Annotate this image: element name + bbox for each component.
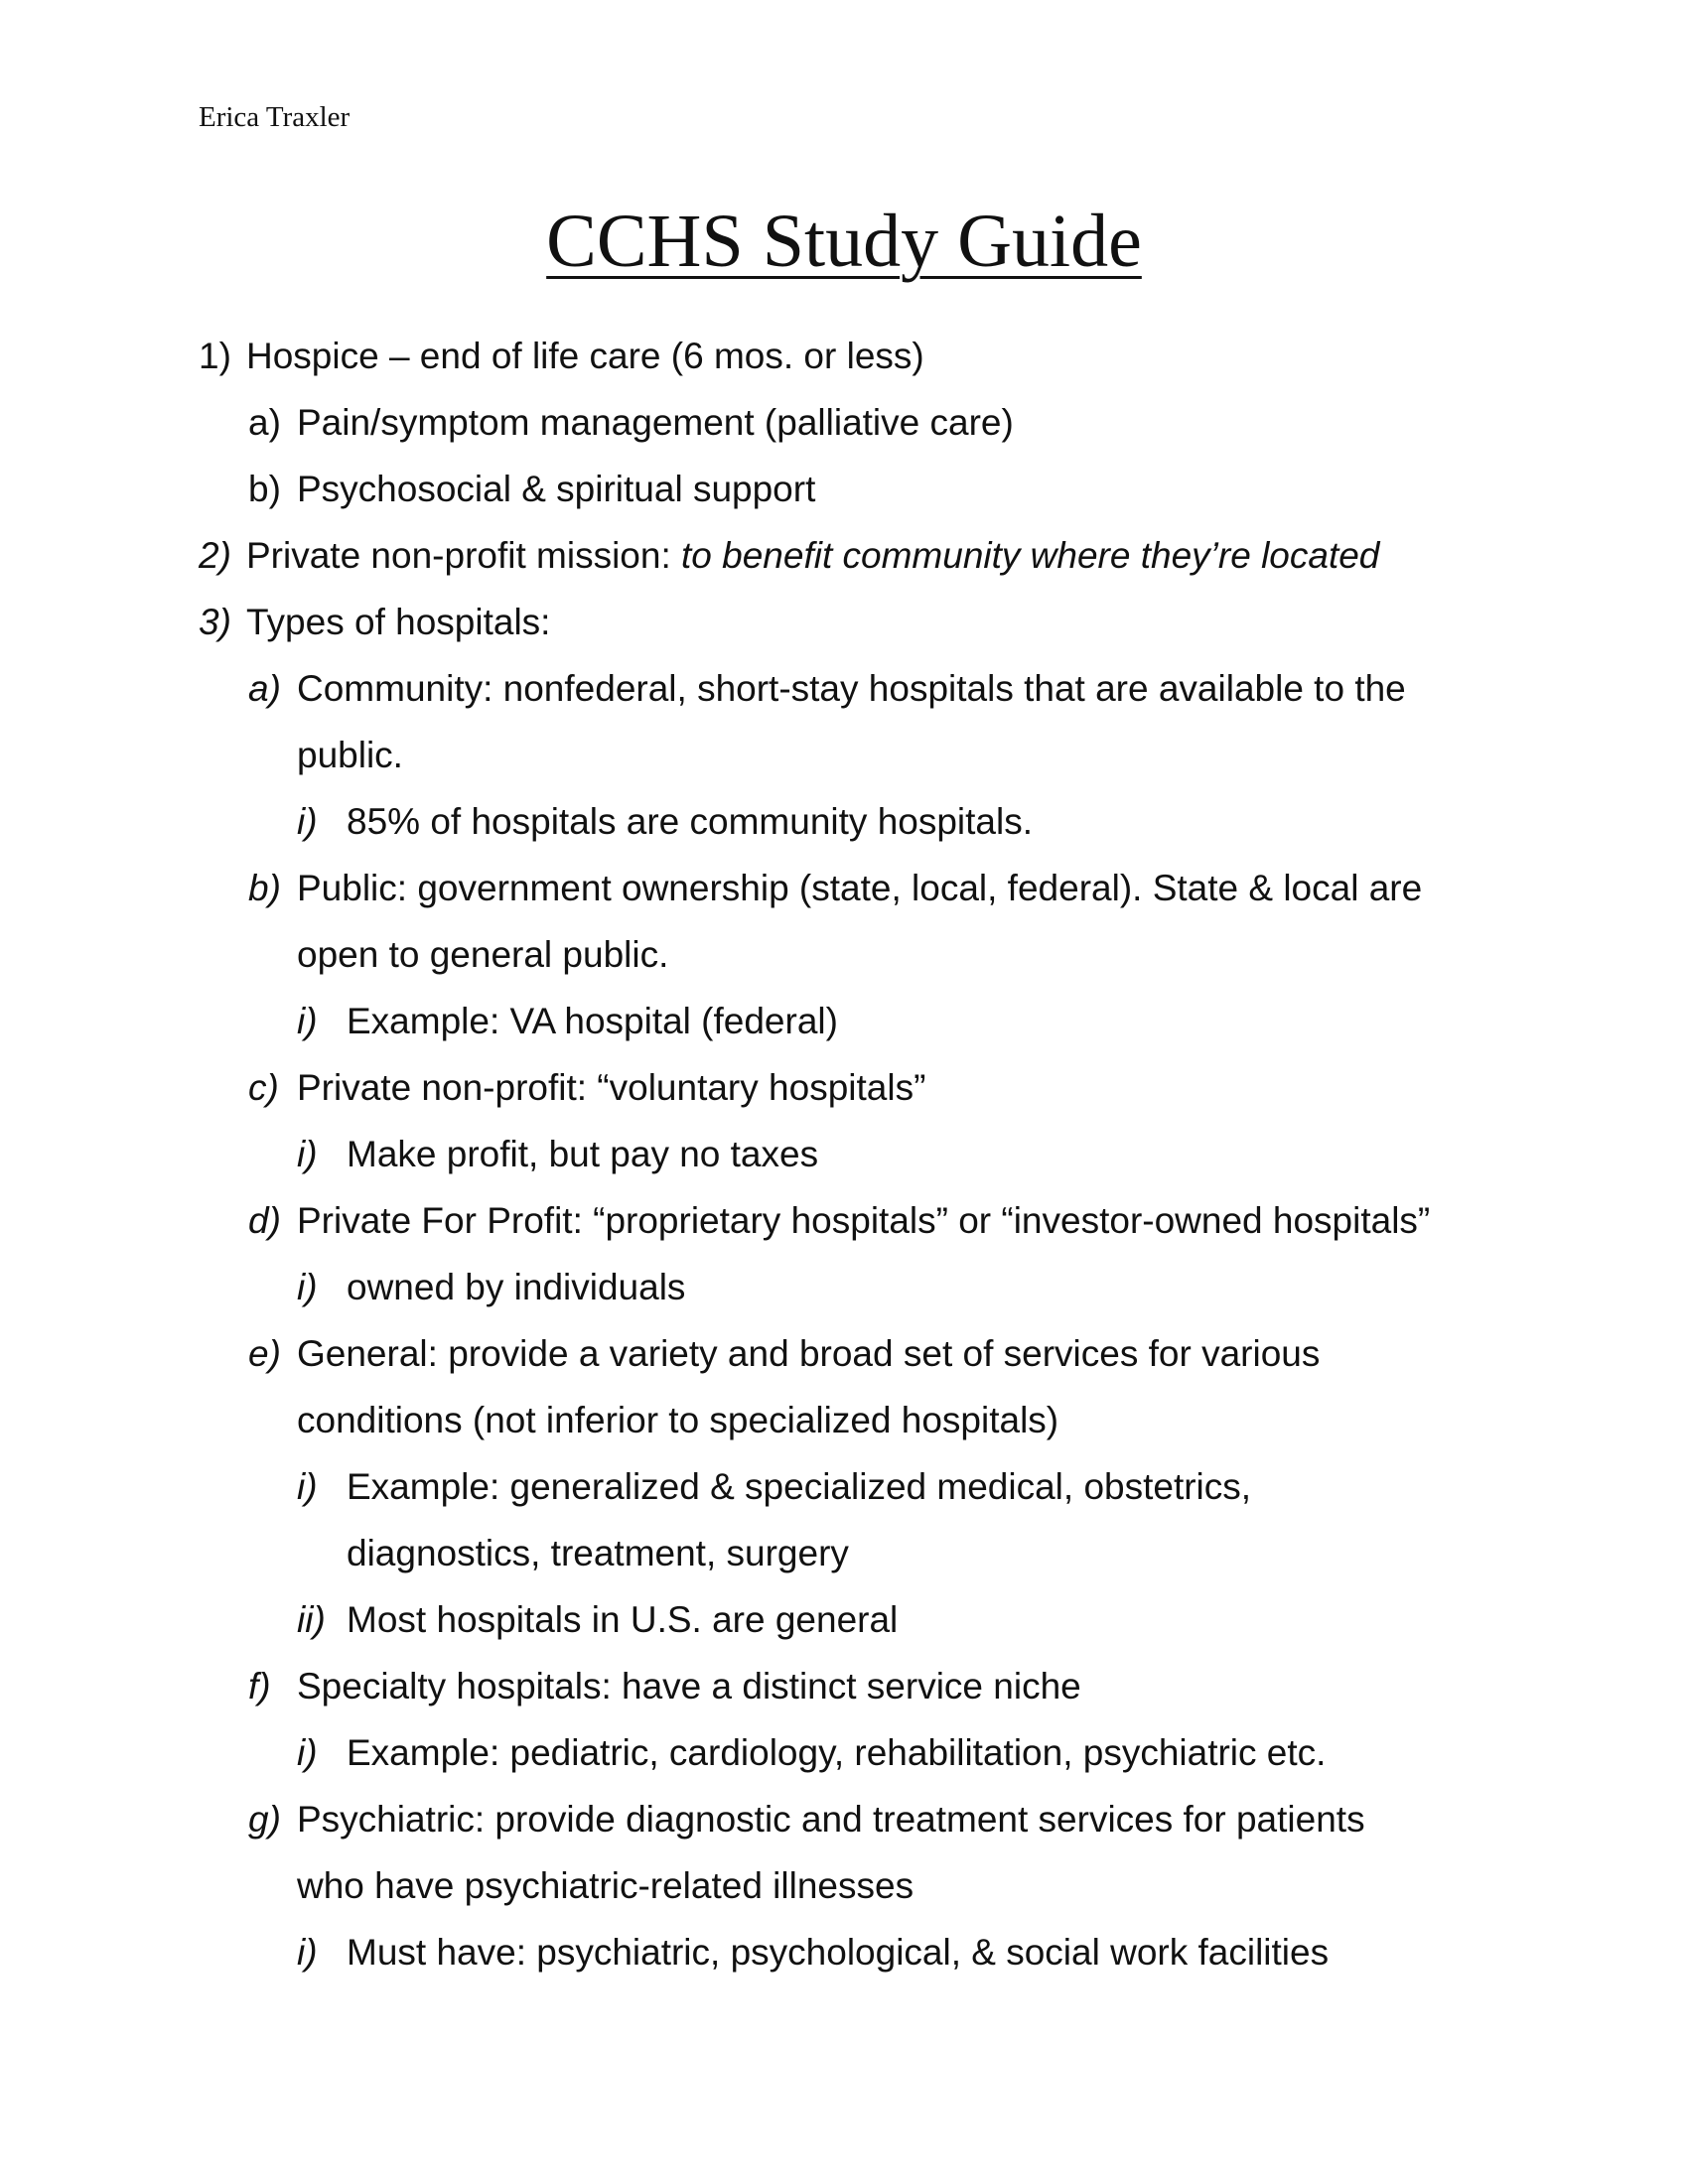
outline-item-3d-i (297, 1264, 1488, 1311)
outline-item-1a (248, 399, 1489, 447)
list-marker: i) (297, 1732, 318, 1773)
list-marker: d) (248, 1200, 281, 1241)
list-marker: i) (297, 1134, 318, 1174)
outline-item-2 (199, 532, 1489, 580)
outline-item-3e-i (297, 1463, 1488, 1511)
list-item-text: Most hospitals in U.S. are general (347, 1599, 899, 1640)
list-marker: c) (248, 1067, 279, 1108)
list-marker: 1) (199, 336, 231, 376)
list-item-text: Types of hospitals: (246, 602, 551, 642)
list-marker: i) (297, 801, 318, 842)
outline-item-1 (199, 333, 1489, 380)
list-item-text: Example: generalized & specialized medical, obstetrics, (347, 1466, 1252, 1507)
mission-emphasis: to benefit community where they’re located (681, 535, 1380, 576)
list-marker: a) (248, 668, 281, 709)
list-item-text: Private non-profit mission: (246, 535, 682, 576)
list-marker: i) (297, 1001, 318, 1041)
outline-item-3a-i (297, 798, 1488, 846)
list-item-text: 85% of hospitals are community hospitals. (347, 801, 1034, 842)
list-marker: i) (297, 1267, 318, 1307)
list-marker: i) (297, 1466, 318, 1507)
list-item-text: Example: pediatric, cardiology, rehabilitation, psychiatric etc. (347, 1732, 1327, 1773)
list-item-text: General: provide a variety and broad set of services for various (297, 1333, 1321, 1374)
page-title: CCHS Study Guide (546, 200, 1142, 283)
list-item-text: Example: VA hospital (federal) (347, 1001, 838, 1041)
outline-item-3g-continuation (297, 1862, 1488, 1910)
outline-item-3f-i (297, 1729, 1488, 1777)
list-item-text: Private For Profit: “proprietary hospitals” or “investor-owned hospitals” (297, 1200, 1431, 1241)
list-marker: a) (248, 402, 281, 443)
list-item-text: public. (297, 735, 403, 775)
list-item-text: conditions (not inferior to specialized hospitals) (297, 1400, 1059, 1440)
list-marker: f) (248, 1666, 271, 1706)
list-item-text: Psychosocial & spiritual support (297, 469, 816, 509)
outline-item-3b-continuation (297, 931, 1488, 979)
outline-item-3e (248, 1330, 1489, 1378)
list-item-text: Psychiatric: provide diagnostic and treatment services for patients (297, 1799, 1365, 1840)
list-marker: b) (248, 868, 281, 908)
outline-item-3c (248, 1064, 1489, 1112)
outline-item-3e-ii (297, 1596, 1488, 1644)
outline-item-3d (248, 1197, 1489, 1245)
list-item-text: Make profit, but pay no taxes (347, 1134, 819, 1174)
outline-item-1b (248, 466, 1489, 513)
outline-item-3e-i-continuation (347, 1530, 1488, 1577)
list-marker: g) (248, 1799, 281, 1840)
outline-item-3g-i (297, 1929, 1488, 1977)
list-marker: i) (297, 1932, 318, 1973)
outline-item-3g (248, 1796, 1489, 1843)
list-item-text: Pain/symptom management (palliative care) (297, 402, 1014, 443)
list-marker: 2) (199, 535, 231, 576)
list-item-text: Must have: psychiatric, psychological, & social work facilities (347, 1932, 1330, 1973)
list-item-text: Private non-profit: “voluntary hospitals” (297, 1067, 926, 1108)
outline-item-3a-continuation (297, 732, 1488, 779)
author-name: Erica Traxler (199, 101, 351, 133)
list-item-text: who have psychiatric-related illnesses (297, 1865, 914, 1906)
list-item-text: Specialty hospitals: have a distinct service niche (297, 1666, 1081, 1706)
list-marker: ii) (297, 1599, 326, 1640)
list-item-text: owned by individuals (347, 1267, 686, 1307)
list-item-text: Public: government ownership (state, local, federal). State & local are (297, 868, 1423, 908)
outline-item-3e-continuation (297, 1397, 1488, 1444)
outline-item-3 (199, 599, 1489, 646)
list-item-text: open to general public. (297, 934, 669, 975)
outline-item-3a (248, 665, 1489, 713)
outline-item-3b-i (297, 998, 1488, 1045)
list-item-text: diagnostics, treatment, surgery (347, 1533, 849, 1573)
outline-item-3f (248, 1663, 1489, 1710)
outline-item-3c-i (297, 1131, 1488, 1178)
list-marker: e) (248, 1333, 281, 1374)
list-item-text: Community: nonfederal, short-stay hospitals that are available to the (297, 668, 1406, 709)
outline-item-3b (248, 865, 1489, 912)
list-marker: b) (248, 469, 281, 509)
list-marker: 3) (199, 602, 231, 642)
list-item-text: Hospice – end of life care (6 mos. or less) (246, 336, 924, 376)
